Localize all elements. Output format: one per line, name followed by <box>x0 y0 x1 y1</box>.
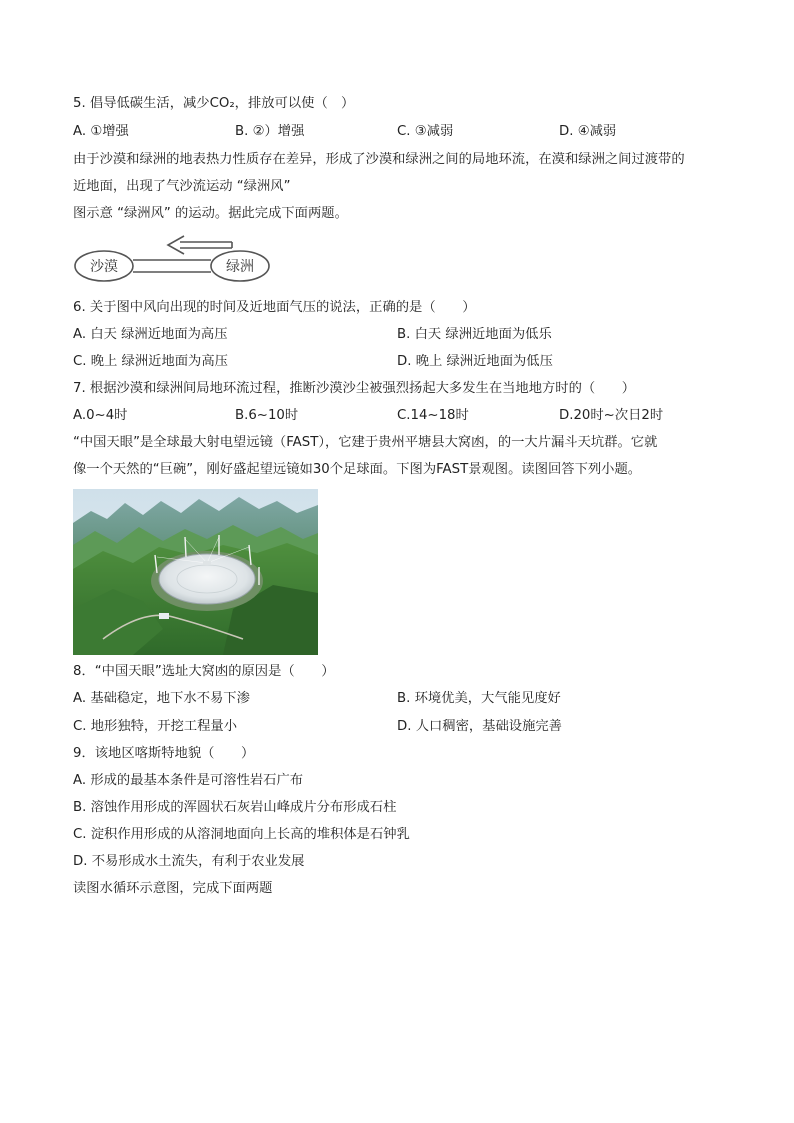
q8-option-c: C. 地形独特，开挖工程量小 <box>73 719 238 734</box>
oasis-intro-line-2: 近地面，出现了气沙流运动 “绿洲风” <box>73 179 291 194</box>
q7-option-c: C.14~18时 <box>397 408 469 423</box>
q6-option-d: D. 晚上 绿洲近地面为低压 <box>397 354 553 369</box>
q9-option-c: C. 淀积作用形成的从溶洞地面向上长高的堆积体是石钟乳 <box>73 827 410 842</box>
q5-option-b: B. ②）增强 <box>235 124 305 139</box>
q9-stem: 9．该地区喀斯特地貌（ ） <box>73 746 255 761</box>
q7-stem: 7. 根据沙漠和绿洲间局地环流过程，推断沙漠沙尘被强烈扬起大多发生在当地地方时的（ ） <box>73 381 636 396</box>
fast-telescope-photo <box>73 489 318 655</box>
q6-option-b: B. 白天 绿洲近地面为低乐 <box>397 327 552 342</box>
wind-arrow-icon <box>168 236 232 254</box>
q8-option-a: A. 基础稳定，地下水不易下渗 <box>73 691 250 706</box>
oasis-intro-line-1: 由于沙漠和绿洲的地表热力性质存在差异，形成了沙漠和绿洲之间的局地环流，在漠和绿洲之间过渡带的 <box>73 152 685 167</box>
q9-option-d: D. 不易形成水土流失，有利于农业发展 <box>73 854 305 869</box>
q6-option-a: A. 白天 绿洲近地面为高压 <box>73 327 228 342</box>
q9-option-a: A. 形成的最基本条件是可溶性岩石广布 <box>73 773 304 788</box>
q5-option-c: C. ③减弱 <box>397 124 454 139</box>
q6-stem: 6. 关于图中风向出现的时间及近地面气压的说法，正确的是（ ） <box>73 300 476 315</box>
oasis-label: 绿洲 <box>226 259 254 275</box>
q9-option-b: B. 溶蚀作用形成的浑圆状石灰岩山峰成片分布形成石柱 <box>73 800 397 815</box>
q7-option-b: B.6~10时 <box>235 408 299 423</box>
desert-label: 沙漠 <box>90 259 118 275</box>
q8-stem: 8．“中国天眼”选址大窝凼的原因是（ ） <box>73 664 335 679</box>
fast-intro-line-2: 像一个天然的“巨碗”，刚好盛起望远镜如30个足球面。下图为FAST景观图。读图回答下列小题。 <box>73 462 642 477</box>
q6-option-c: C. 晚上 绿洲近地面为高压 <box>73 354 228 369</box>
q5-stem: 5. 倡导低碳生活，减少CO₂，排放可以使（ ） <box>73 96 355 111</box>
oasis-intro-line-3: 图示意 “绿洲风” 的运动。据此完成下面两题。 <box>73 206 348 221</box>
q5-option-a: A. ①增强 <box>73 124 129 139</box>
q5-option-d: D. ④减弱 <box>559 124 617 139</box>
q7-option-d: D.20时~次日2时 <box>559 408 664 423</box>
q8-option-d: D. 人口稠密，基础设施完善 <box>397 719 562 734</box>
fast-intro-line-1: “中国天眼”是全球最大射电望远镜（FAST），它建于贵州平塘县大窝凼，的一大片漏斗天坑群。它就 <box>73 435 658 450</box>
oasis-wind-diagram <box>72 232 272 286</box>
q8-option-b: B. 环境优美，大气能见度好 <box>397 691 561 706</box>
q7-option-a: A.0~4时 <box>73 408 128 423</box>
water-cycle-intro: 读图水循环示意图，完成下面两题 <box>73 881 273 896</box>
